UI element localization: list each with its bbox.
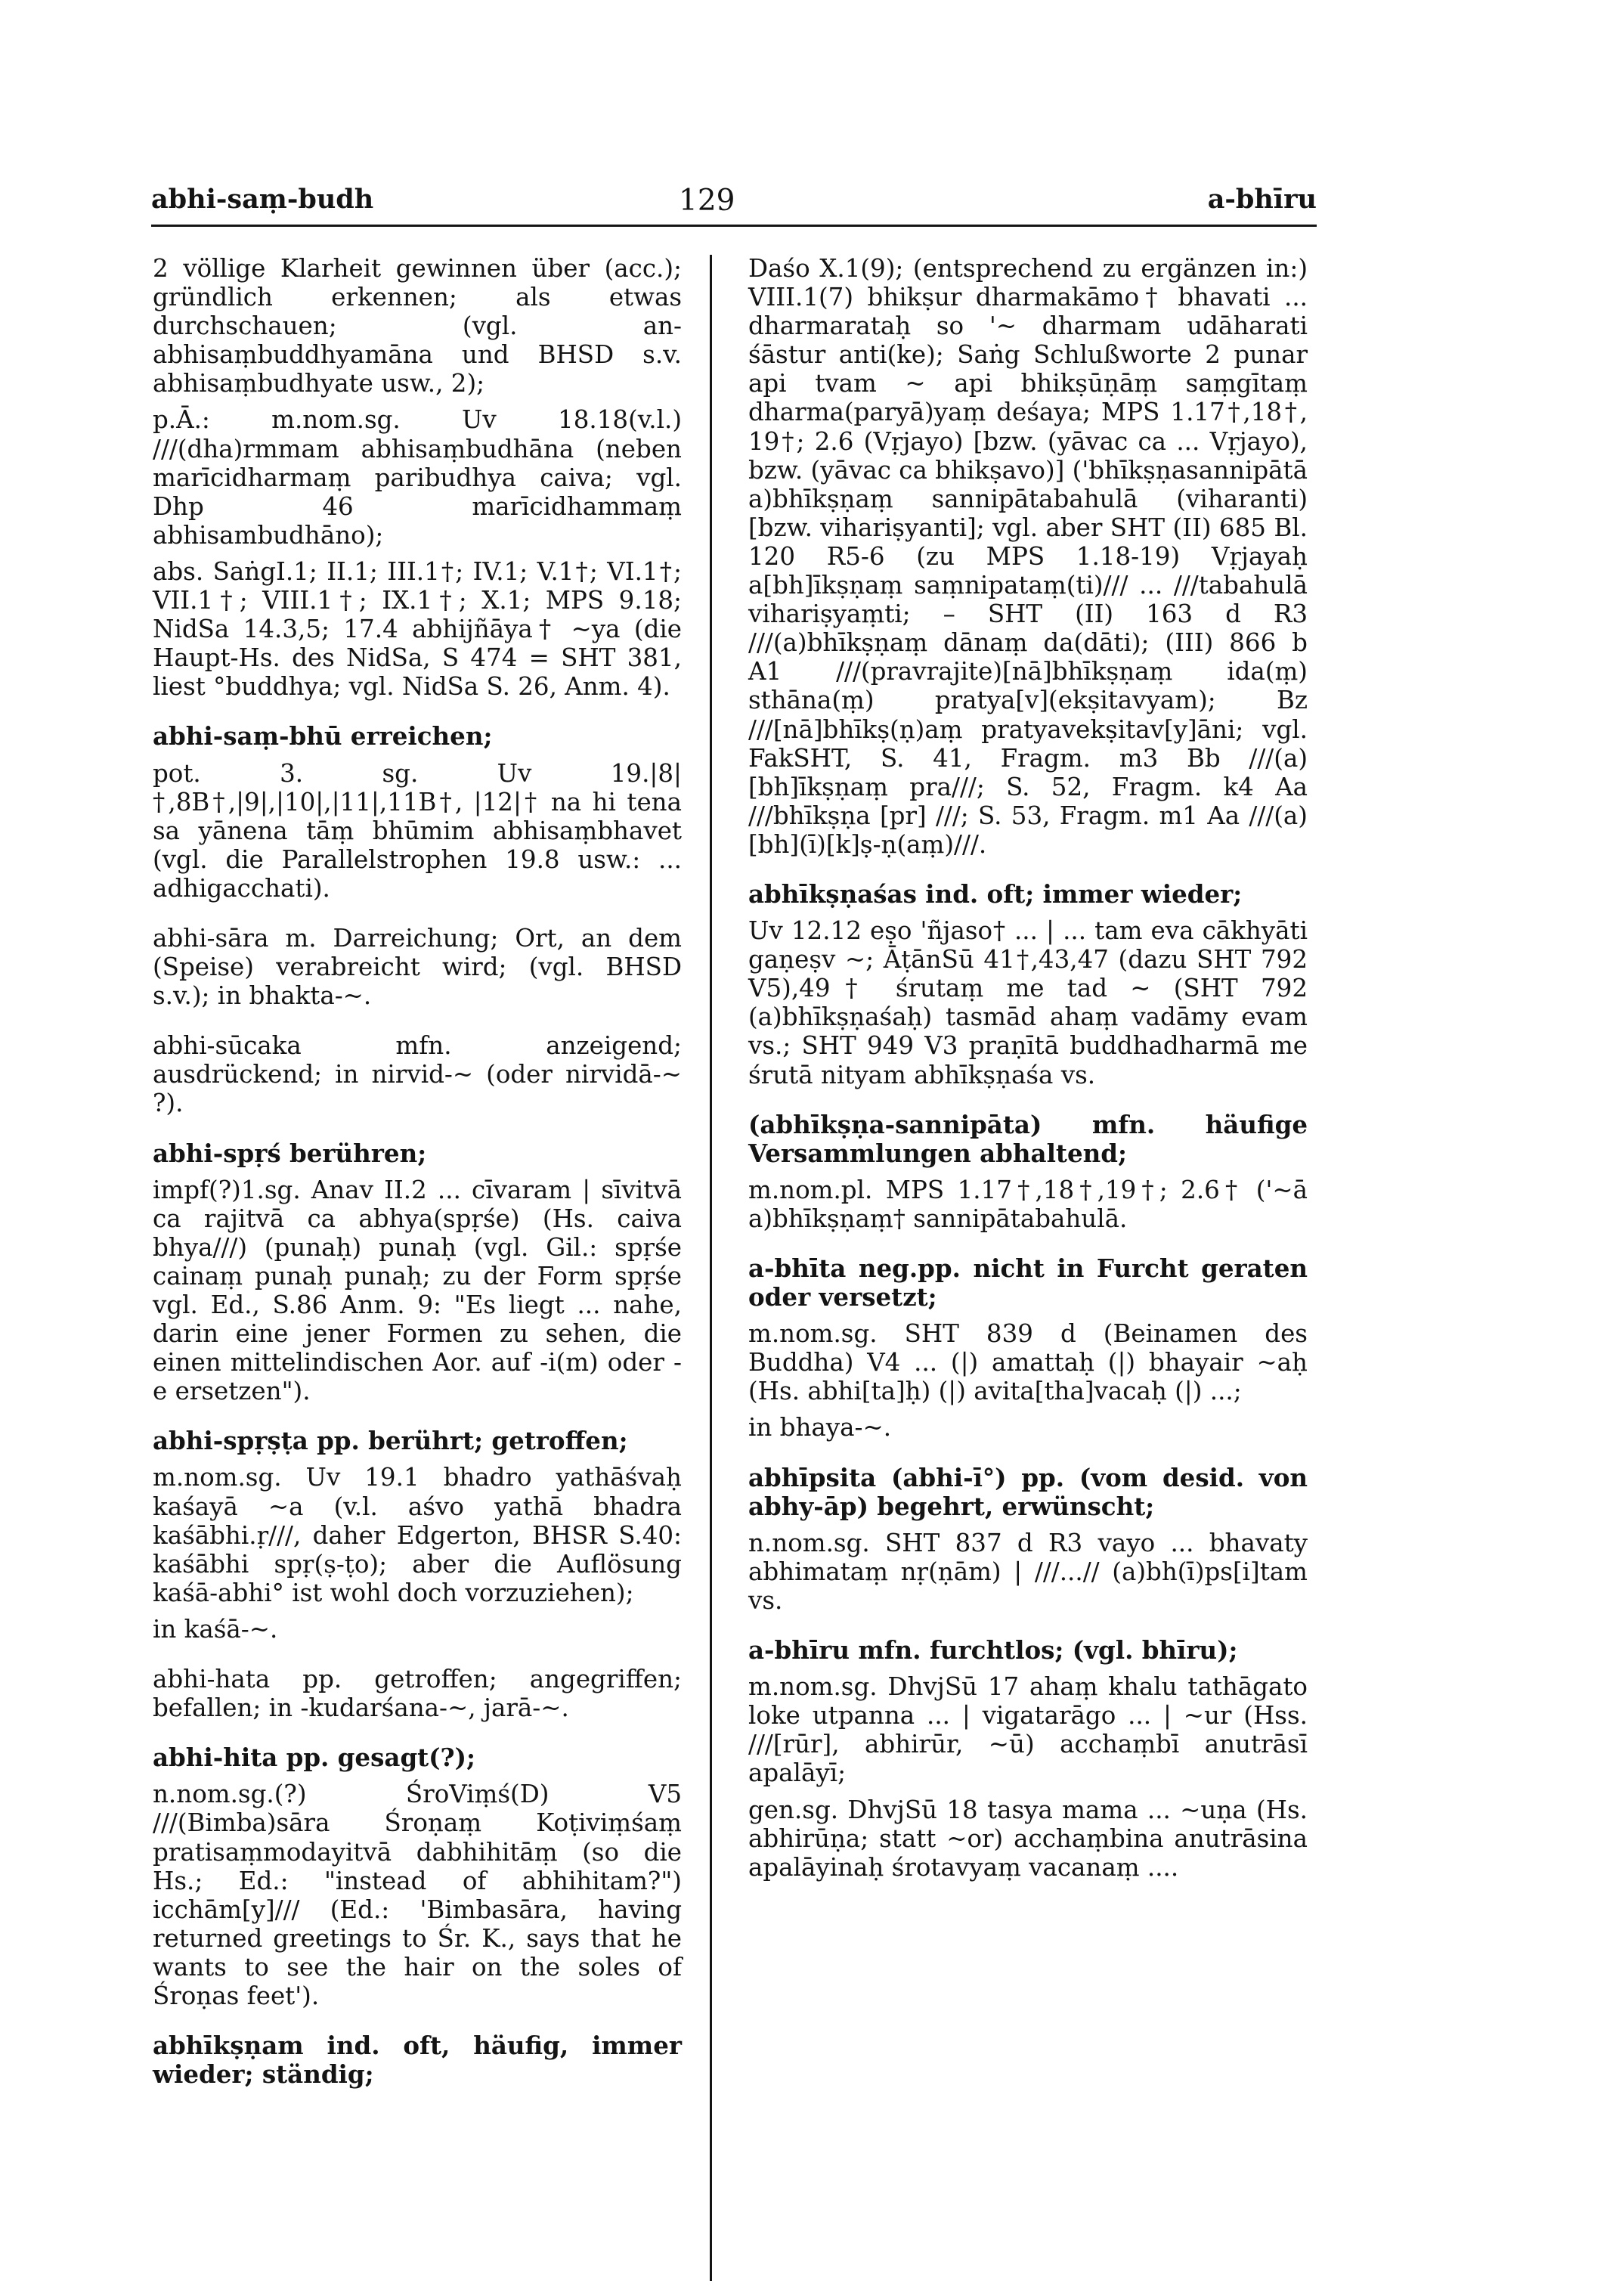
entry-text: n.nom.sg.(?) ŚroViṃś(D) V5 ///(Bimba)sāra Śroṇaṃ Koṭiviṃśaṃ pratisaṃmodayitvā dabhihitāṃ (so die Hs.; Ed.: "instead of abhihitam?") icchām[y]/// (Ed.: 'Bimbasāra, having returned greetings to Śr. K., says that he wants to see the hair on the soles of Śroṇas feet'). bbox=[153, 1780, 682, 2010]
entry-headword: a-bhīru mfn. furchtlos; (vgl. bhīru); bbox=[748, 1635, 1238, 1665]
entry-text: in kaśā-~. bbox=[153, 1614, 278, 1644]
entry-headword: abhīkṣṇam ind. oft, häufig, immer wieder; ständig; bbox=[153, 2031, 682, 2090]
header-rule bbox=[151, 225, 1317, 227]
entry-text: abhi-hata pp. getroffen; angegriffen; befallen; in -kudarśana-~, jarā-~. bbox=[153, 1665, 682, 1723]
entry-text: gen.sg. DhvjSū 18 tasya mama ... ~uṇa (Hs. abhirūṇa; statt ~or) acchaṃbina anutrāsina apalāyinaḥ śrotavyaṃ vacanaṃ .... bbox=[748, 1795, 1308, 1882]
entry-text: Daśo X.1(9); (entsprechend zu ergänzen in:) VIII.1(7) bhikṣur dharmakāmo† bhavati ... dharmarataḥ so '~ dharmam udāharati śāstur anti(ke); Saṅg Schlußworte 2 punar api tvam ~ api bhikṣūṇāṃ saṃgītaṃ dharma(paryā)yaṃ deśaya; MPS 1.17†,18†, 19†; 2.6 (Vṛjayo) [bzw. (yāvac ca ... Vṛjayo), bzw. (yāvac ca bhikṣavo)] ('bhīkṣṇasannipātā a)bhīkṣṇaṃ sannipātabahulā (viharanti) [bzw. vihariṣyanti]; vgl. aber SHT (II) 685 Bl. 120 R5-6 (zu MPS 1.18-19) Vṛjayaḥ a[bh]īkṣṇaṃ saṃnipataṃ(ti)/// ... ///tabahulā vihariṣyaṃti; – SHT (II) 163 d R3 ///(a)bhīkṣṇaṃ dānaṃ da(dāti); (III) 866 b A1 ///(pravrajite)[nā]bhīkṣṇaṃ ida(ṃ) sthāna(ṃ) pratya[v](ekṣitavyam); Bz ///[nā]bhīkṣ(ṇ)aṃ pratyavekṣitav[y]āni; vgl. FakSHT, S. 41, Fragm. m3 Bb ///(a)[bh]īkṣṇaṃ pra///; S. 52, Fragm. k4 Aa ///bhīkṣṇa [pr] ///; S. 53, Fragm. m1 Aa ///(a)[bh](ī)[k]ṣ-ṇ(aṃ)///. bbox=[748, 254, 1308, 859]
right-column bbox=[748, 254, 1308, 1889]
entry-text: Uv 12.12 eṣo 'ñjaso† ... | ... tam eva cākhyāti gaṇeṣv ~; ĀṭānSū 41†,43,47 (dazu SHT 792 V5),49† śrutaṃ me tad ~ (SHT 792 (a)bhīkṣṇaśaḥ) tasmād ahaṃ vadāmy evam vs.; SHT 949 V3 praṇītā buddhadharmā me śrutā nityam abhīkṣṇaśa vs. bbox=[748, 916, 1308, 1089]
entry-text: p.Ā.: m.nom.sg. Uv 18.18(v.l.) ///(dha)rmmam abhisaṃbudhāna (neben marīcidharmaṃ paribudhya caiva; vgl. Dhp 46 marīcidhammaṃ abhisambudhāno); bbox=[153, 405, 682, 550]
entry-headword: abhi-saṃ-bhū erreichen; bbox=[153, 721, 493, 751]
page-number: 129 bbox=[679, 184, 735, 218]
entry-headword: abhi-spṛṣṭa pp. berührt; getroffen; bbox=[153, 1426, 628, 1456]
entry-text: in bhaya-~. bbox=[748, 1413, 892, 1442]
entry-headword: (abhīkṣṇa-sannipāta) mfn. häufige Versammlungen abhaltend; bbox=[748, 1109, 1308, 1168]
entry-text: pot. 3. sg. Uv 19.|8|†,8B†,|9|,|10|,|11|,11B†, |12|† na hi tena sa yānena tāṃ bhūmim abhisaṃbhavet (vgl. die Parallelstrophen 19.8 usw.: ... adhigacchati). bbox=[153, 758, 682, 903]
entry-headword: abhi-hita pp. gesagt(?); bbox=[153, 1743, 475, 1773]
entry-text: 2 völlige Klarheit gewinnen über (acc.); gründlich erkennen; als etwas durchschauen; (vgl. an-abhisaṃbuddhyamāna und BHSD s.v. abhisaṃbudhyate usw., 2); bbox=[153, 254, 682, 398]
entry-text: m.nom.pl. MPS 1.17†,18†,19†; 2.6† ('~ā a)bhīkṣṇaṃ† sannipātabahulā. bbox=[748, 1175, 1308, 1233]
column-divider bbox=[710, 255, 712, 2281]
entry-text: abhi-sāra m. Darreichung; Ort, an dem (Speise) verabreicht wird; (vgl. BHSD s.v.); in bhakta-~. bbox=[153, 923, 682, 1011]
entry-headword: abhīpsita (abhi-ī°) pp. (vom desid. von abhy-āp) begehrt, erwünscht; bbox=[748, 1462, 1308, 1521]
entry-text: n.nom.sg. SHT 837 d R3 vayo ... bhavaty abhimataṃ nṛ(ṇām) | ///...// (a)bh(ī)ps[i]tam vs. bbox=[748, 1528, 1308, 1615]
entry-text: m.nom.sg. DhvjSū 17 ahaṃ khalu tathāgato loke utpanna ... | vigatarāgo ... | ~ur (Hss. ///[rūr], abhirūr, ~ū) acchaṃbī anutrāsī apalāyī; bbox=[748, 1672, 1308, 1788]
entry-text: abs. SaṅgI.1; II.1; III.1†; IV.1; V.1†; VI.1†; VII.1†; VIII.1†; IX.1†; X.1; MPS 9.18; NidSa 14.3,5; 17.4 abhijñāya† ~ya (die Haupt-Hs. des NidSa, S 474 = SHT 381, liest °buddhya; vgl. NidSa S. 26, Anm. 4). bbox=[153, 556, 682, 702]
running-head-right: a-bhīru bbox=[1207, 184, 1317, 215]
entry-text: m.nom.sg. SHT 839 d (Beinamen des Buddha) V4 ... (|) amattaḥ (|) bhayair ~aḥ (Hs. abhi[ta]ḥ) (|) avita[tha]vacaḥ (|) ...; bbox=[748, 1319, 1308, 1406]
entry-headword: a-bhīta neg.pp. nicht in Furcht geraten oder versetzt; bbox=[748, 1253, 1308, 1312]
running-head-left: abhi-saṃ-budh bbox=[151, 184, 374, 215]
entry-headword: abhi-spṛś berühren; bbox=[153, 1138, 427, 1168]
left-column bbox=[153, 254, 682, 2096]
entry-headword: abhīkṣṇaśas ind. oft; immer wieder; bbox=[748, 878, 1243, 909]
entry-text: abhi-sūcaka mfn. anzeigend; ausdrückend; in nirvid-~ (oder nirvidā-~ ?). bbox=[153, 1031, 682, 1118]
entry-text: m.nom.sg. Uv 19.1 bhadro yathāśvaḥ kaśayā ~a (v.l. aśvo yathā bhadra kaśābhi.ṛ///, daher Edgerton, BHSR S.40: kaśābhi spṛ(ṣ-ṭo); aber die Auflösung kaśā-abhi° ist wohl doch vorzuziehen); bbox=[153, 1463, 682, 1607]
entry-text: impf(?)1.sg. Anav II.2 ... cīvaram | sīvitvā ca rajitvā ca abhya(spṛśe) (Hs. caiva bhya///) (punaḥ) punaḥ (vgl. Gil.: spṛśe cainaṃ punaḥ punaḥ; zu der Form spṛśe vgl. Ed., S.86 Anm. 9: "Es liegt ... nahe, darin eine jener Formen zu sehen, die einen mittelindischen Aor. auf -i(m) oder -e ersetzen"). bbox=[153, 1175, 682, 1406]
